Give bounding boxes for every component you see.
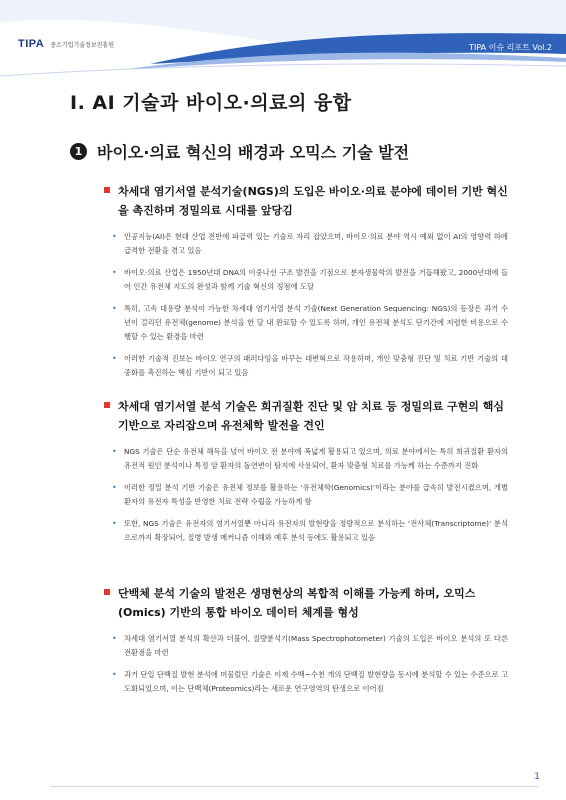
bullet-dot-icon: • <box>112 232 117 241</box>
content-block-2 <box>104 397 510 553</box>
list-item-text: NGS 기술은 단순 유전체 해독을 넘어 바이오 전 분야에 폭넓게 활용되고 있으며, 의료 분야에서는 특히 희귀질환 환자의 유전적 원인 분석이나 특정 암 환자의 돌연변이 탐지에 사용되어, 환자 맞춤형 치료를 가능케 하는 수준까지 진화 <box>124 447 508 470</box>
report-tag: TIPA 이슈 리포트 Vol.2 <box>469 43 552 52</box>
org-logo <box>18 38 114 50</box>
list-item-text: 또한, NGS 기술은 유전자의 염기서열뿐 아니라 유전자의 발현량을 정량적으로 분석하는 ‘전사체(Transcriptome)’ 분석으로까지 확장되어, 질병 발생 메커니즘 이해와 예후 분석 등에도 활용되고 있음 <box>124 519 508 542</box>
list-item <box>112 352 508 380</box>
page-header <box>0 0 566 80</box>
block-heading <box>104 584 510 622</box>
content-block-1 <box>104 182 510 388</box>
list-item <box>112 302 508 344</box>
bullet-dot-icon: • <box>112 268 117 277</box>
footer-divider <box>50 786 538 787</box>
section-title <box>70 140 409 163</box>
list-item <box>112 481 508 509</box>
block-heading <box>104 397 510 435</box>
list-item-text: 차세대 염기서열 분석의 확산과 더불어, 질량분석기(Mass Spectrophotometer) 기술의 도입은 바이오 분석의 또 다른 전환점을 마련 <box>124 634 508 657</box>
list-item-text: 이러한 정밀 분석 기반 기술은 유전체 정보를 활용하는 ‘유전체학(Genomics)’이라는 분야를 급속히 발전시켰으며, 개별 환자의 유전자 특성을 반영한 치료 전략 수립을 가능하게 함 <box>124 483 508 506</box>
list-item <box>112 632 508 660</box>
bullet-dot-icon: • <box>112 483 117 492</box>
list-item <box>112 230 508 258</box>
square-bullet-icon <box>104 187 110 193</box>
list-item <box>112 517 508 545</box>
list-item-text: 특히, 고속 대용량 분석이 가능한 차세대 염기서열 분석 기술(Next Generation Sequencing: NGS)의 등장은 과거 수년이 걸리던 유전체(genome) 분석을 한 달 내 완료할 수 있도록 하며, 개인 유전체 분석도 단기간에 저렴한 비용으로 수행할 수 있는 환경을 마련 <box>124 304 508 341</box>
block-heading-text: 차세대 염기서열 분석기술(NGS)의 도입은 바이오·의료 분야에 데이터 기반 혁신을 촉진하며 정밀의료 시대를 앞당김 <box>118 185 508 217</box>
content-block-3 <box>104 584 510 704</box>
block-heading <box>104 182 510 220</box>
list-item-text: 이러한 기술적 진보는 바이오 연구의 패러다임을 바꾸는 대변혁으로 작용하며, 개인 맞춤형 진단 및 치료 기반 기술의 대중화를 촉진하는 핵심 기반이 되고 있음 <box>124 354 508 377</box>
bullet-dot-icon: • <box>112 447 117 456</box>
bullet-dot-icon: • <box>112 304 117 313</box>
list-item <box>112 266 508 294</box>
bullet-dot-icon: • <box>112 634 117 643</box>
list-item-text: 인공지능(AI)은 현대 산업 전반에 파급력 있는 기술로 자리 잡았으며, 바이오·의료 분야 역시 예외 없이 AI의 영향력 하에 급격한 전환을 겪고 있음 <box>124 232 508 255</box>
page-number: 1 <box>534 772 540 782</box>
bullet-dot-icon: • <box>112 354 117 363</box>
list-item <box>112 445 508 473</box>
section-title-text: 바이오·의료 혁신의 배경과 오믹스 기술 발전 <box>97 143 410 162</box>
bullet-list <box>104 445 510 545</box>
block-heading-text: 단백체 분석 기술의 발전은 생명현상의 복합적 이해를 가능케 하며, 오믹스(Omics) 기반의 통합 바이오 데이터 체계를 형성 <box>118 587 476 619</box>
list-item-text: 바이오·의료 산업은 1950년대 DNA의 이중나선 구조 발견을 기점으로 분자생물학의 발전을 거듭해왔고, 2000년대에 들어 인간 유전체 지도의 완성과 함께 기술 혁신의 정점에 도달 <box>124 268 508 291</box>
square-bullet-icon <box>104 402 110 408</box>
bullet-dot-icon: • <box>112 519 117 528</box>
block-heading-text: 차세대 염기서열 분석 기술은 희귀질환 진단 및 암 치료 등 정밀의료 구현의 핵심 기반으로 자리잡으며 유전체학 발전을 견인 <box>118 400 504 432</box>
bullet-dot-icon: • <box>112 670 117 679</box>
list-item-text: 과거 단일 단백질 발현 분석에 머물렀던 기술은 이제 수백~수천 개의 단백질 발현량을 동시에 분석할 수 있는 수준으로 고도화되었으며, 이는 단백체(Proteomics)라는 새로운 연구영역의 탄생으로 이어짐 <box>124 670 508 693</box>
logo-org-name: 중소기업기술정보진흥원 <box>50 41 115 49</box>
chapter-title: Ⅰ. AI 기술과 바이오·의료의 융합 <box>70 92 352 114</box>
list-item <box>112 668 508 696</box>
bullet-list <box>104 230 510 380</box>
logo-mark: TIPA <box>18 38 45 50</box>
square-bullet-icon <box>104 589 110 595</box>
bullet-list <box>104 632 510 696</box>
section-number-badge: 1 <box>70 143 87 160</box>
